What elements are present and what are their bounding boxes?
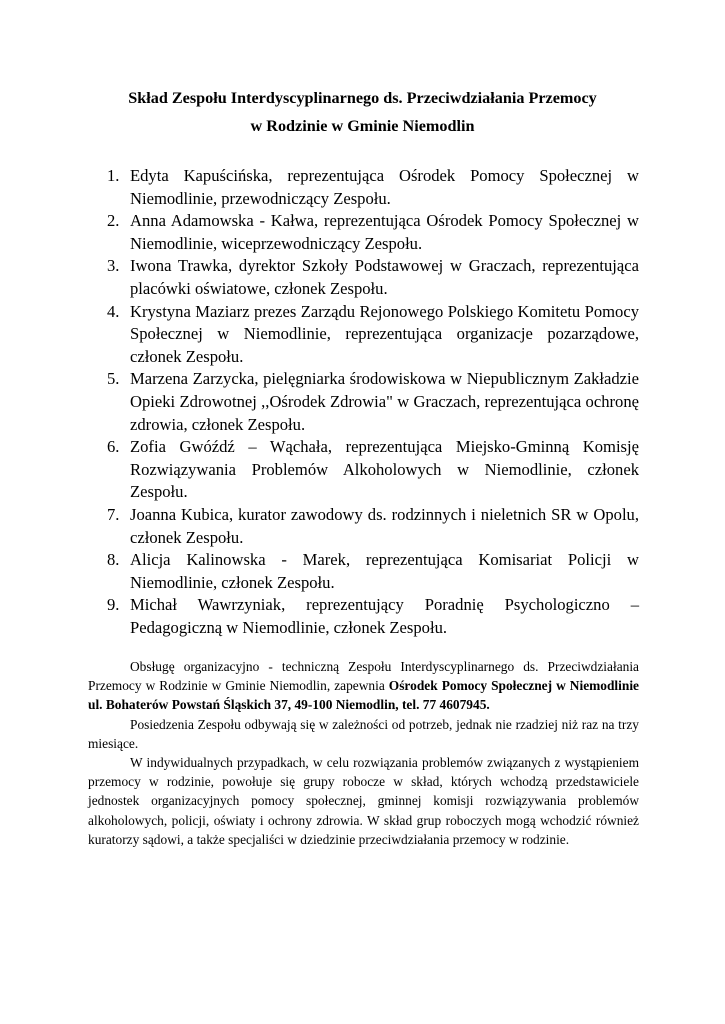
- member-number: 4.: [107, 301, 120, 321]
- member-number: 8.: [107, 550, 120, 570]
- member-item: [98, 594, 639, 639]
- member-item: [98, 436, 639, 504]
- member-text: Anna Adamowska - Kałwa, reprezentująca Ośrodek Pomocy Społecznej w Niemodlinie, wiceprzewodniczący Zespołu.: [130, 211, 639, 253]
- member-text: Zofia Gwóźdź – Wąchała, reprezentująca Miejsko-Gminną Komisję Rozwiązywania Problemów Alkoholowych w Niemodlinie, członek Zespołu.: [130, 437, 639, 502]
- member-text: Michał Wawrzyniak, reprezentujący Poradnię Psychologiczno – Pedagogiczną w Niemodlinie, członek Zespołu.: [130, 595, 639, 637]
- closing-section: [88, 657, 639, 849]
- member-number: 5.: [107, 369, 120, 389]
- organization-contact: Ośrodek Pomocy Społecznej w Niemodlinie ul. Bohaterów Powstań Śląskich 37, 49-100 Niemodlin, tel. 77 4607945.: [88, 678, 639, 713]
- member-text: Alicja Kalinowska - Marek, reprezentująca Komisariat Policji w Niemodlinie, członek Zespołu.: [130, 550, 639, 592]
- member-number: 2.: [107, 211, 120, 231]
- member-list: [98, 165, 639, 639]
- member-text: Joanna Kubica, kurator zawodowy ds. rodzinnych i nieletnich SR w Opolu, członek Zespołu.: [130, 504, 639, 547]
- member-item: [98, 165, 639, 210]
- member-text: Edyta Kapuścińska, reprezentująca Ośrodek Pomocy Społecznej w Niemodlinie, przewodniczący Zespołu.: [130, 166, 639, 208]
- member-text: Krystyna Maziarz prezes Zarządu Rejonowego Polskiego Komitetu Pomocy Społecznej w Niemodlinie, reprezentująca organizacje pozarządowe, członek Zespołu.: [130, 301, 639, 366]
- member-item: [98, 368, 639, 436]
- meetings-paragraph: Posiedzenia Zespołu odbywają się w zależności od potrzeb, jednak nie rzadziej niż raz na trzy miesiące.: [88, 716, 639, 751]
- member-number: 6.: [107, 437, 120, 457]
- document-title-line-2: w Rodzinie w Gminie Niemodlin: [250, 117, 475, 135]
- member-text: Marzena Zarzycka, pielęgniarka środowiskowa w Niepublicznym Zakładzie Opieki Zdrowotnej ,,Ośrodek Zdrowia" w Graczach, reprezentująca ochronę zdrowia, członek Zespołu.: [130, 369, 639, 434]
- member-item: [98, 301, 639, 369]
- member-item: [98, 255, 639, 300]
- document-title-line-1: Skład Zespołu Interdyscyplinarnego ds. Przeciwdziałania Przemocy: [128, 89, 597, 107]
- member-text: Iwona Trawka, dyrektor Szkoły Podstawowej w Graczach, reprezentująca placówki oświatowe, członek Zespołu.: [130, 256, 639, 298]
- member-item: [98, 504, 639, 549]
- working-groups-paragraph: W indywidualnych przypadkach, w celu rozwiązania problemów związanych z wystąpieniem przemocy w rodzinie, powołuje się grupy robocze w skład, których wchodzą przedstawiciele jednostek organizacyjnych pomocy społecznej, gminnej komisji rozwiązywania problemów alkoholowych, policji, oświaty i ochrony zdrowia. W skład grup roboczych mogą wchodzić również kuratorzy sądowi, a także specjaliści w dziedzinie przeciwdziałania przemocy w rodzinie.: [88, 755, 639, 847]
- member-number: 7.: [107, 504, 120, 524]
- member-number: 1.: [107, 166, 120, 185]
- member-number: 9.: [107, 595, 120, 615]
- organization-paragraph: [88, 657, 639, 715]
- member-item: [98, 210, 639, 255]
- member-number: 3.: [107, 256, 120, 276]
- organization-text: Obsługę organizacyjno - techniczną Zespołu Interdyscyplinarnego ds. Przeciwdziałania Przemocy w Rodzinie w Gminie Niemodlin, zapewnia: [88, 659, 639, 694]
- member-item: [98, 549, 639, 594]
